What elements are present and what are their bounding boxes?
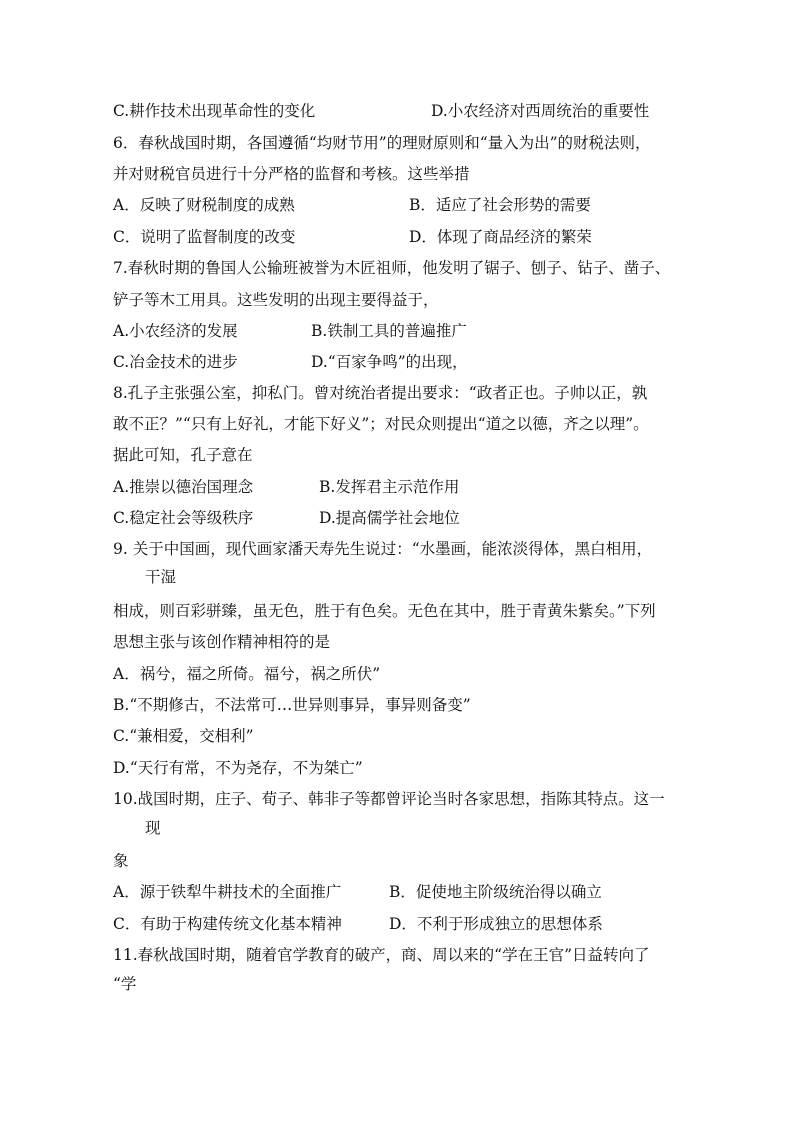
question-6-stem-line-2: 并对财税官员进行十分严格的监督和考核。这些举措 [113, 165, 470, 183]
question-6-options-a-b [113, 195, 591, 215]
question-8-options-c-d [113, 508, 460, 528]
option-d: D.小农经济对西周统治的重要性 [431, 102, 650, 120]
question-8-options-a-b [113, 477, 460, 497]
question-11-stem-line-1: 11.春秋战国时期，随着官学教育的破产，商、周以来的“学在王官”日益转向了 [113, 946, 650, 964]
question-10-options-c-d [113, 914, 603, 934]
option-c: C.稳定社会等级秩序 [113, 509, 254, 527]
question-7-stem-line-1: 7.春秋时期的鲁国人公输班被誉为木匠祖师，他发明了锯子、刨子、钻子、凿子、 [113, 259, 671, 277]
question-9-stem-line-4: 思想主张与该创作精神相符的是 [113, 633, 331, 651]
question-8-stem-line-1: 8.孔子主张强公室，抑私门。曾对统治者提出要求：“政者正也。子帅以正，孰 [113, 384, 648, 402]
question-5-options-c-d [113, 101, 650, 121]
question-9-option-a: A．祸兮，福之所倚。福兮，祸之所伏” [113, 665, 381, 683]
question-7-options-c-d [113, 352, 468, 372]
option-b: B.铁制工具的普遍推广 [311, 322, 467, 340]
option-d: D．不利于形成独立的思想体系 [389, 915, 603, 933]
question-11-stem-line-2: “学 [113, 975, 137, 993]
option-a: A．源于铁犁牛耕技术的全面推广 [113, 883, 342, 901]
question-9-option-d: D.“天行有常，不为尧存，不为桀亡” [113, 759, 363, 777]
option-b: B.发挥君主示范作用 [319, 478, 460, 496]
option-a: A．反映了财税制度的成熟 [113, 196, 295, 214]
question-10-stem-line-1: 10.战国时期，庄子、荀子、韩非子等都曾评论当时各家思想，指陈其特点。这一 [113, 790, 665, 808]
option-b: B．适应了社会形势的需要 [409, 196, 591, 214]
option-c: C.冶金技术的进步 [113, 353, 238, 371]
option-d: D．体现了商品经济的繁荣 [409, 228, 592, 246]
question-7-stem-line-2: 铲子等木工用具。这些发明的出现主要得益于， [113, 291, 439, 309]
option-d: D.“百家争鸣”的出现， [311, 353, 468, 371]
question-6-options-c-d [113, 227, 592, 247]
question-10-options-a-b [113, 882, 602, 902]
question-9-stem-line-2: 干湿 [145, 568, 177, 586]
option-b: B．促使地主阶级统治得以确立 [389, 883, 602, 901]
option-c: C.耕作技术出现革命性的变化 [113, 102, 316, 120]
option-d: D.提高儒学社会地位 [319, 509, 460, 527]
question-6-stem-line-1: 6．春秋战国时期，各国遵循“均财节用”的理财原则和“量入为出”的财税法则， [113, 134, 651, 152]
option-a: A.推崇以德治国理念 [113, 478, 254, 496]
option-c: C．有助于构建传统文化基本精神 [113, 915, 342, 933]
option-c: C．说明了监督制度的改变 [113, 228, 296, 246]
question-9-stem-line-1: 9. 关于中国画，现代画家潘天寿先生说过：“水墨画，能浓淡得体，黑白相用， [113, 540, 653, 558]
question-8-stem-line-3: 据此可知，孔子意在 [113, 446, 253, 464]
question-8-stem-line-2: 敢不正？”“只有上好礼，才能下好义”；对民众则提出“道之以德，齐之以理”。 [113, 415, 649, 433]
question-9-option-c: C.“兼相爱，交相利” [113, 727, 254, 745]
question-10-stem-line-2: 现 [145, 819, 161, 837]
question-9-stem-line-3: 相成，则百彩骈臻，虽无色，胜于有色矣。无色在其中，胜于青黄朱紫矣。”下列 [113, 602, 656, 620]
option-a: A.小农经济的发展 [113, 322, 238, 340]
question-9-option-b: B.“不期修古，不法常可…世异则事异，事异则备变” [113, 696, 471, 714]
question-7-options-a-b [113, 321, 467, 341]
question-10-stem-line-3: 象 [113, 852, 129, 870]
